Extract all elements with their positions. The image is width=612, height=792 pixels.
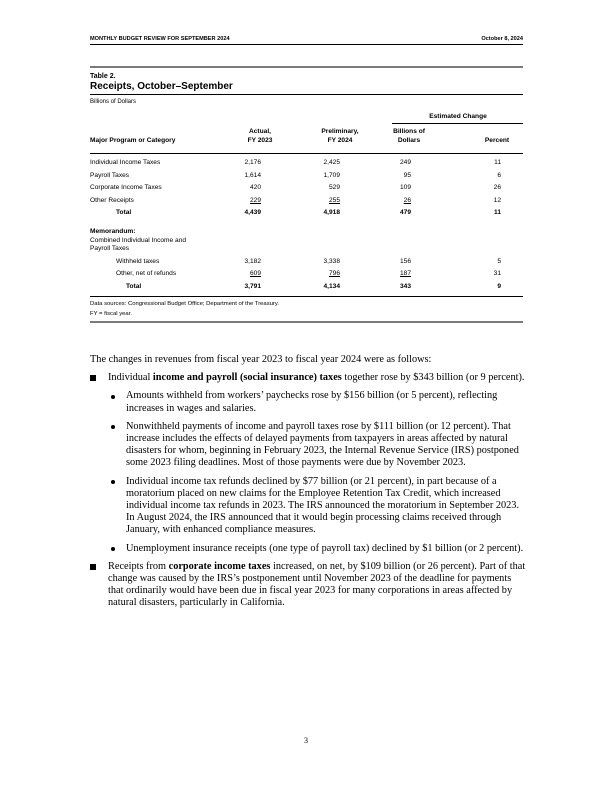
estimated-change-header: Estimated Change <box>429 113 487 120</box>
table-row <box>90 256 523 269</box>
row-percent: 11 <box>494 209 501 217</box>
header-percent: Percent <box>484 137 510 144</box>
body-text <box>90 354 526 616</box>
bullet-text-pre: Receipts from <box>108 560 169 572</box>
row-category: Other, net of refunds <box>116 270 177 278</box>
row-preliminary: 3,338 <box>323 257 340 265</box>
bullet-text-post: together rose by $343 billion (or 9 percent). <box>341 372 525 384</box>
header-rule <box>90 44 523 45</box>
row-preliminary: 4,918 <box>323 209 340 217</box>
table-row <box>90 157 523 170</box>
row-billions: 26 <box>403 196 411 204</box>
row-category: Individual Income Taxes <box>90 159 161 166</box>
abbreviation-note: FY = fiscal year. <box>90 310 132 317</box>
column-headers <box>90 109 523 153</box>
row-billions: 187 <box>399 270 411 278</box>
row-percent: 5 <box>497 257 501 265</box>
dot-bullet-icon <box>111 425 115 429</box>
row-actual: 420 <box>249 184 261 192</box>
intro-paragraph: The changes in revenues from fiscal year 2023 to fiscal year 2024 were as follows: <box>90 354 432 365</box>
row-billions: 95 <box>403 171 411 179</box>
header-billions-line2: Dollars <box>397 137 421 144</box>
dot-bullet-icon <box>111 395 115 399</box>
row-percent: 26 <box>493 184 501 192</box>
table-row <box>90 182 523 195</box>
sub-bullet-text: Nonwithheld payments of income and payroll taxes rose by $111 billion (or 12 percent). That increase includes the effects of delayed payments from taxpayers in areas affected by natural disasters for whom, beginning in February 2023, the Internal Revenue Service (IRS) postponed some 2023 filing deadlines. Most of those payments were due by November 2023. <box>126 420 519 469</box>
page-number: 3 <box>304 736 308 745</box>
row-preliminary: 4,134 <box>323 282 340 290</box>
row-category: Total <box>116 209 132 217</box>
row-billions: 343 <box>399 282 411 290</box>
header-preliminary-line2: FY 2024 <box>327 137 353 144</box>
square-bullet-icon <box>90 375 96 381</box>
header-actual-line1: Actual, <box>249 128 271 135</box>
row-billions: 479 <box>399 209 411 217</box>
sub-bullet-withheld <box>90 390 526 414</box>
row-actual: 1,614 <box>244 171 261 179</box>
table-top-rule <box>90 66 523 68</box>
row-actual: 229 <box>249 196 261 204</box>
memo-title: Memorandum: <box>90 227 136 235</box>
memorandum-heading <box>90 228 523 254</box>
title-rule <box>90 94 523 95</box>
sub-bullet-text: Individual income tax refunds declined by $77 billion (or 21 percent), in part because of a moratorium placed on new claims for the Employee Retention Tax Credit, which increased individual income tax refunds in 2023. The IRS announced the moratorium in September 2023. In August 2024, the IRS announced that it would begin processing claims received through January, with enhanced compliance measures. <box>126 475 520 536</box>
receipts-table <box>90 66 523 323</box>
memo-subtitle-line2: Payroll Taxes <box>90 245 130 253</box>
row-actual: 2,176 <box>244 159 261 166</box>
main-rows <box>90 157 523 220</box>
header-billions-line1: Billions of <box>393 128 425 135</box>
square-bullet-icon <box>90 564 96 570</box>
row-percent: 11 <box>494 159 501 166</box>
sub-bullet-nonwithheld <box>90 421 526 470</box>
bullet-corporate <box>90 561 526 610</box>
table-total-row <box>90 281 523 294</box>
header-preliminary <box>308 127 372 145</box>
table-row <box>90 195 523 208</box>
row-preliminary: 796 <box>328 270 340 278</box>
row-category: Payroll Taxes <box>90 171 130 179</box>
sub-bullet-text: Unemployment insurance receipts (one type of payroll tax) declined by $1 billion (or 2 percent). <box>126 542 524 554</box>
row-billions: 109 <box>399 184 411 192</box>
row-billions: 249 <box>399 159 411 166</box>
header-actual-line2: FY 2023 <box>247 137 273 144</box>
table-row <box>90 170 523 183</box>
dot-bullet-icon <box>111 480 115 484</box>
row-preliminary: 1,709 <box>323 171 340 179</box>
row-billions: 156 <box>399 257 411 265</box>
table-title: Receipts, October–September <box>90 81 233 92</box>
sub-bullet-unemployment <box>90 543 526 555</box>
row-category: Total <box>126 282 142 290</box>
dot-bullet-icon <box>111 547 115 551</box>
row-preliminary: 529 <box>328 184 340 192</box>
row-percent: 6 <box>497 171 501 179</box>
estimated-change-rule <box>392 123 523 124</box>
row-percent: 31 <box>493 270 501 278</box>
table-row <box>90 268 523 281</box>
header-actual <box>230 127 290 145</box>
row-actual: 4,439 <box>244 209 261 217</box>
row-preliminary: 255 <box>328 196 340 204</box>
header-preliminary-line1: Preliminary, <box>321 128 359 135</box>
row-actual: 3,791 <box>244 282 261 290</box>
bullet-text-bold: corporate income taxes <box>168 560 271 572</box>
table-bottom-rule <box>90 321 523 323</box>
memo-rows <box>90 256 523 294</box>
header-date: October 8, 2024 <box>481 36 523 42</box>
sub-bullet-text: Amounts withheld from workers’ paychecks rose by $156 billion (or 5 percent), reflecting increases in wages and salaries. <box>126 390 498 414</box>
table-notes <box>90 297 523 321</box>
table-label: Table 2. <box>90 73 116 80</box>
row-actual: 3,182 <box>244 257 261 265</box>
header-billions <box>382 127 436 145</box>
header-category: Major Program or Category <box>90 137 176 144</box>
row-preliminary: 2,425 <box>323 159 340 166</box>
header-rule-bottom <box>90 153 523 154</box>
row-percent: 12 <box>493 196 501 204</box>
row-percent: 9 <box>497 282 501 290</box>
table-units: Billions of Dollars <box>90 99 137 105</box>
bullet-income-payroll <box>90 372 526 384</box>
row-category: Other Receipts <box>90 196 134 204</box>
bullet-text-pre: Individual <box>108 372 153 384</box>
row-actual: 609 <box>249 270 261 278</box>
row-category: Withheld taxes <box>116 257 160 265</box>
memo-subtitle-line1: Combined Individual Income and <box>90 236 187 244</box>
bullet-text-post: increased, on net, by $109 billion (or 26 percent). Part of that change was caused by the IRS’s postponement until November 2023 of the deadline for payments that ordinarily would have been due in fiscal year 2023 for many corporations in areas affected by natural disasters, particularly in California. <box>108 560 526 609</box>
row-category: Corporate Income Taxes <box>90 184 162 192</box>
data-sources-note: Data sources: Congressional Budget Office; Department of the Treasury. <box>90 300 280 307</box>
header-publication: MONTHLY BUDGET REVIEW FOR SEPTEMBER 2024 <box>90 36 230 42</box>
bullet-text-bold: income and payroll (social insurance) taxes <box>152 372 342 384</box>
table-total-row <box>90 207 523 220</box>
sub-bullet-refunds <box>90 476 526 537</box>
